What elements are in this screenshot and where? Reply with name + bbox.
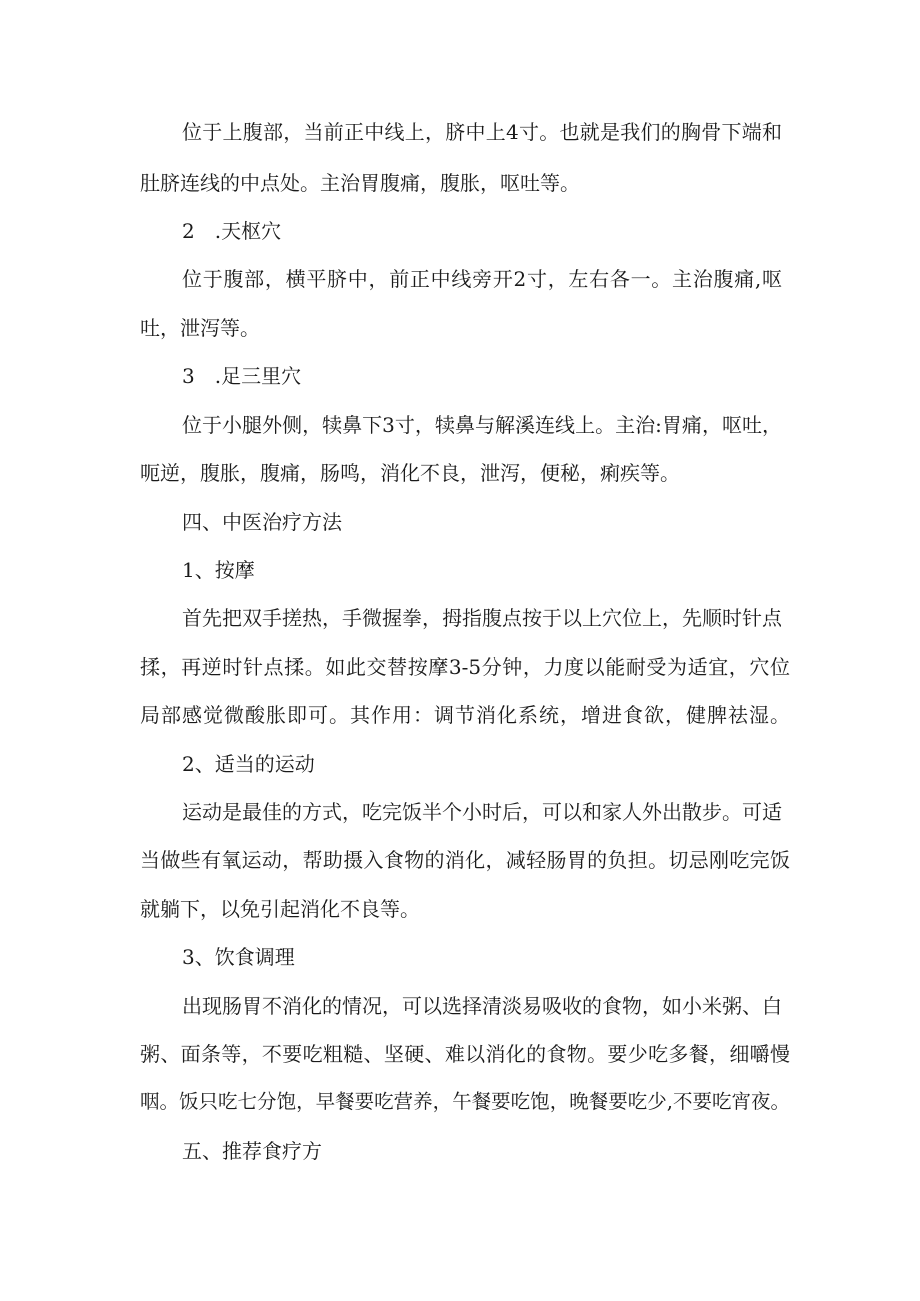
text-line: 运动是最佳的方式，吃完饭半个小时后，可以和家人外出散步。可适 [182, 800, 782, 824]
text-line: 出现肠胃不消化的情况，可以选择清淡易吸收的食物，如小米粥、白 [182, 994, 782, 1018]
text-line: 吐，泄泻等。 [140, 316, 260, 340]
text-line: 咽。饭只吃七分饱，早餐要吃营养，午餐要吃饱，晚餐要吃少,不要吃宵夜。 [140, 1090, 790, 1113]
text-line: 局部感觉微酸胀即可。其作用：调节消化系统，增进食欲，健脾祛湿。 [140, 703, 790, 727]
text-line: 位于小腿外侧，犊鼻下3寸，犊鼻与解溪连线上。主治:胃痛，呕吐， [182, 413, 782, 437]
text-line: 粥、面条等，不要吃粗糙、坚硬、难以消化的食物。要少吃多餐，细嚼慢 [140, 1042, 790, 1066]
section-heading: 2、适当的运动 [182, 752, 315, 776]
section-heading: 3、饮食调理 [182, 945, 295, 969]
section-heading: 1、按摩 [182, 558, 255, 582]
text-line: 就躺下，以免引起消化不良等。 [140, 897, 420, 921]
text-line: 当做些有氧运动，帮助摄入食物的消化，减轻肠胃的负担。切忌刚吃完饭 [140, 848, 790, 872]
section-heading: 2 .天枢穴 [182, 219, 282, 243]
text-line: 位于上腹部，当前正中线上，脐中上4寸。也就是我们的胸骨下端和 [182, 120, 782, 144]
text-line: 呃逆，腹胀，腹痛，肠鸣，消化不良，泄泻，便秘，痢疾等。 [140, 461, 680, 485]
section-heading: 五、推荐食疗方 [182, 1139, 322, 1163]
section-heading: 四、中医治疗方法 [182, 510, 342, 534]
section-heading: 3 .足三里穴 [182, 364, 302, 388]
text-line: 位于腹部，横平脐中，前正中线旁开2寸，左右各一。主治腹痛,呕 [182, 267, 782, 291]
text-line: 首先把双手搓热，手微握拳，拇指腹点按于以上穴位上，先顺时针点 [182, 606, 782, 630]
text-line: 肚脐连线的中点处。主治胃腹痛，腹胀，呕吐等。 [140, 171, 580, 195]
text-line: 揉，再逆时针点揉。如此交替按摩3-5分钟，力度以能耐受为适宜，穴位 [140, 655, 790, 679]
